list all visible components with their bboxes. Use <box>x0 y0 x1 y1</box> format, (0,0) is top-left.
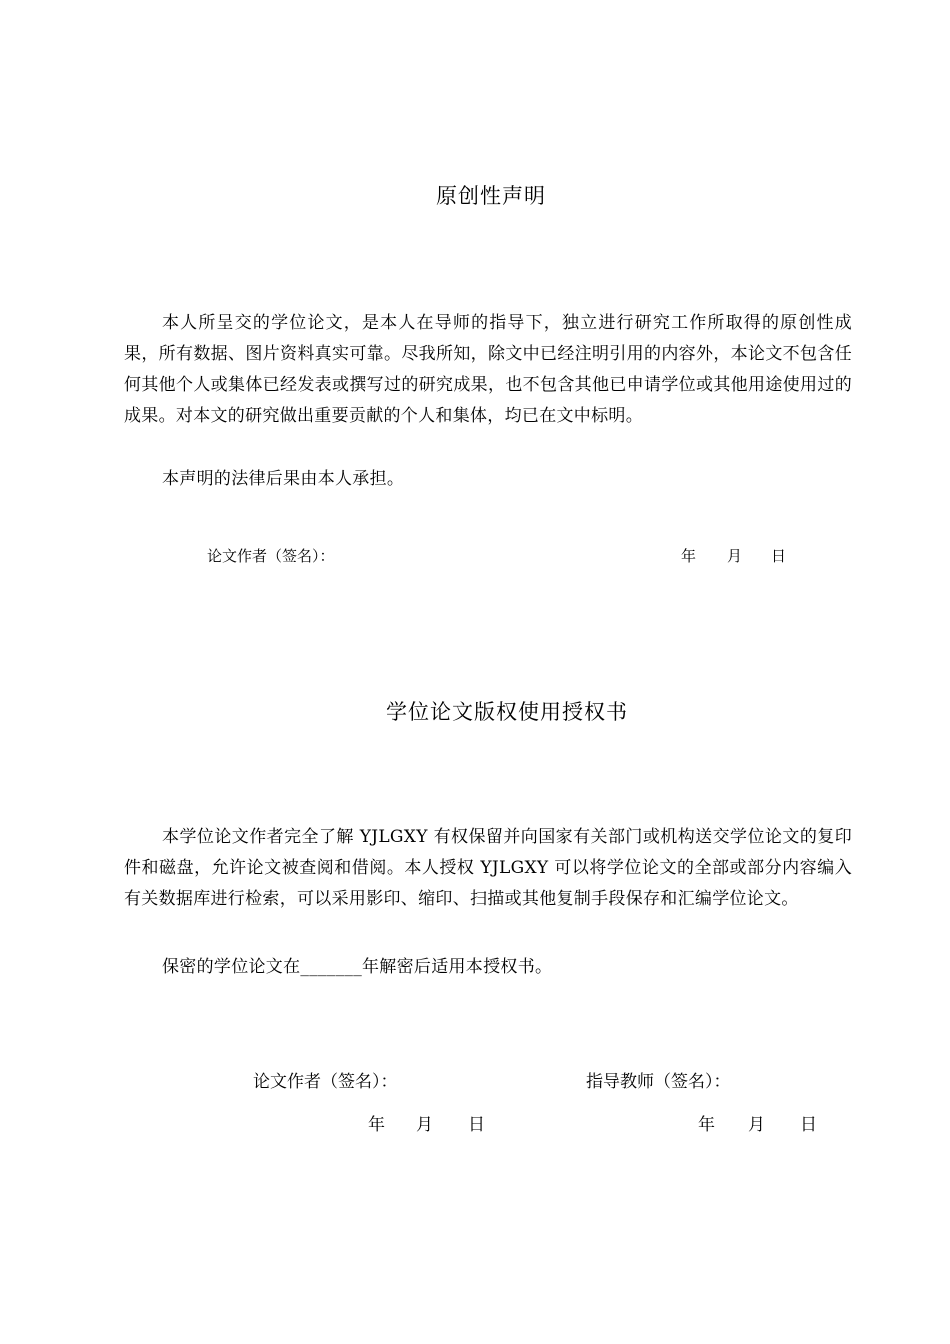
advisor-date-day: 日 <box>800 1115 817 1135</box>
authorization-title: 学位论文版权使用授权书 <box>386 700 628 724</box>
author-date-year: 年 <box>368 1115 385 1135</box>
advisor-date-month: 月 <box>748 1115 765 1135</box>
advisor-date-year: 年 <box>698 1115 715 1135</box>
authorization-paragraph-2: 保密的学位论文在_______年解密后适用本授权书。 <box>162 957 553 977</box>
originality-paragraph-2: 本声明的法律后果由本人承担。 <box>162 469 405 489</box>
originality-author-signature-label: 论文作者（签名）： <box>207 547 335 565</box>
authorization-author-signature-label: 论文作者（签名）： <box>253 1072 398 1092</box>
originality-title: 原创性声明 <box>436 184 546 208</box>
originality-date-year: 年 <box>681 547 697 565</box>
authorization-paragraph-1: 本学位论文作者完全了解 YJLGXY 有权保留并向国家有关部门或机构送交学位论文的复印件和磁盘，允许论文被查阅和借阅。本人授权 YJLGXY 可以将学位论文的全部或部分内容编入有关数据库进行检索，可以采用影印、缩印、扫描或其他复制手段保存和汇编学位论文。 <box>124 827 852 909</box>
author-date-day: 日 <box>468 1115 485 1135</box>
authorization-advisor-signature-label: 指导教师（签名）： <box>586 1072 731 1092</box>
originality-paragraph-1: 本人所呈交的学位论文，是本人在导师的指导下，独立进行研究工作所取得的原创性成果，所有数据、图片资料真实可靠。尽我所知，除文中已经注明引用的内容外，本论文不包含任何其他个人或集体已经发表或撰写过的研究成果，也不包含其他已申请学位或其他用途使用过的成果。对本文的研究做出重要贡献的个人和集体，均已在文中标明。 <box>124 313 852 426</box>
author-date-month: 月 <box>416 1115 433 1135</box>
originality-date-month: 月 <box>727 547 743 565</box>
originality-date-day: 日 <box>771 547 787 565</box>
